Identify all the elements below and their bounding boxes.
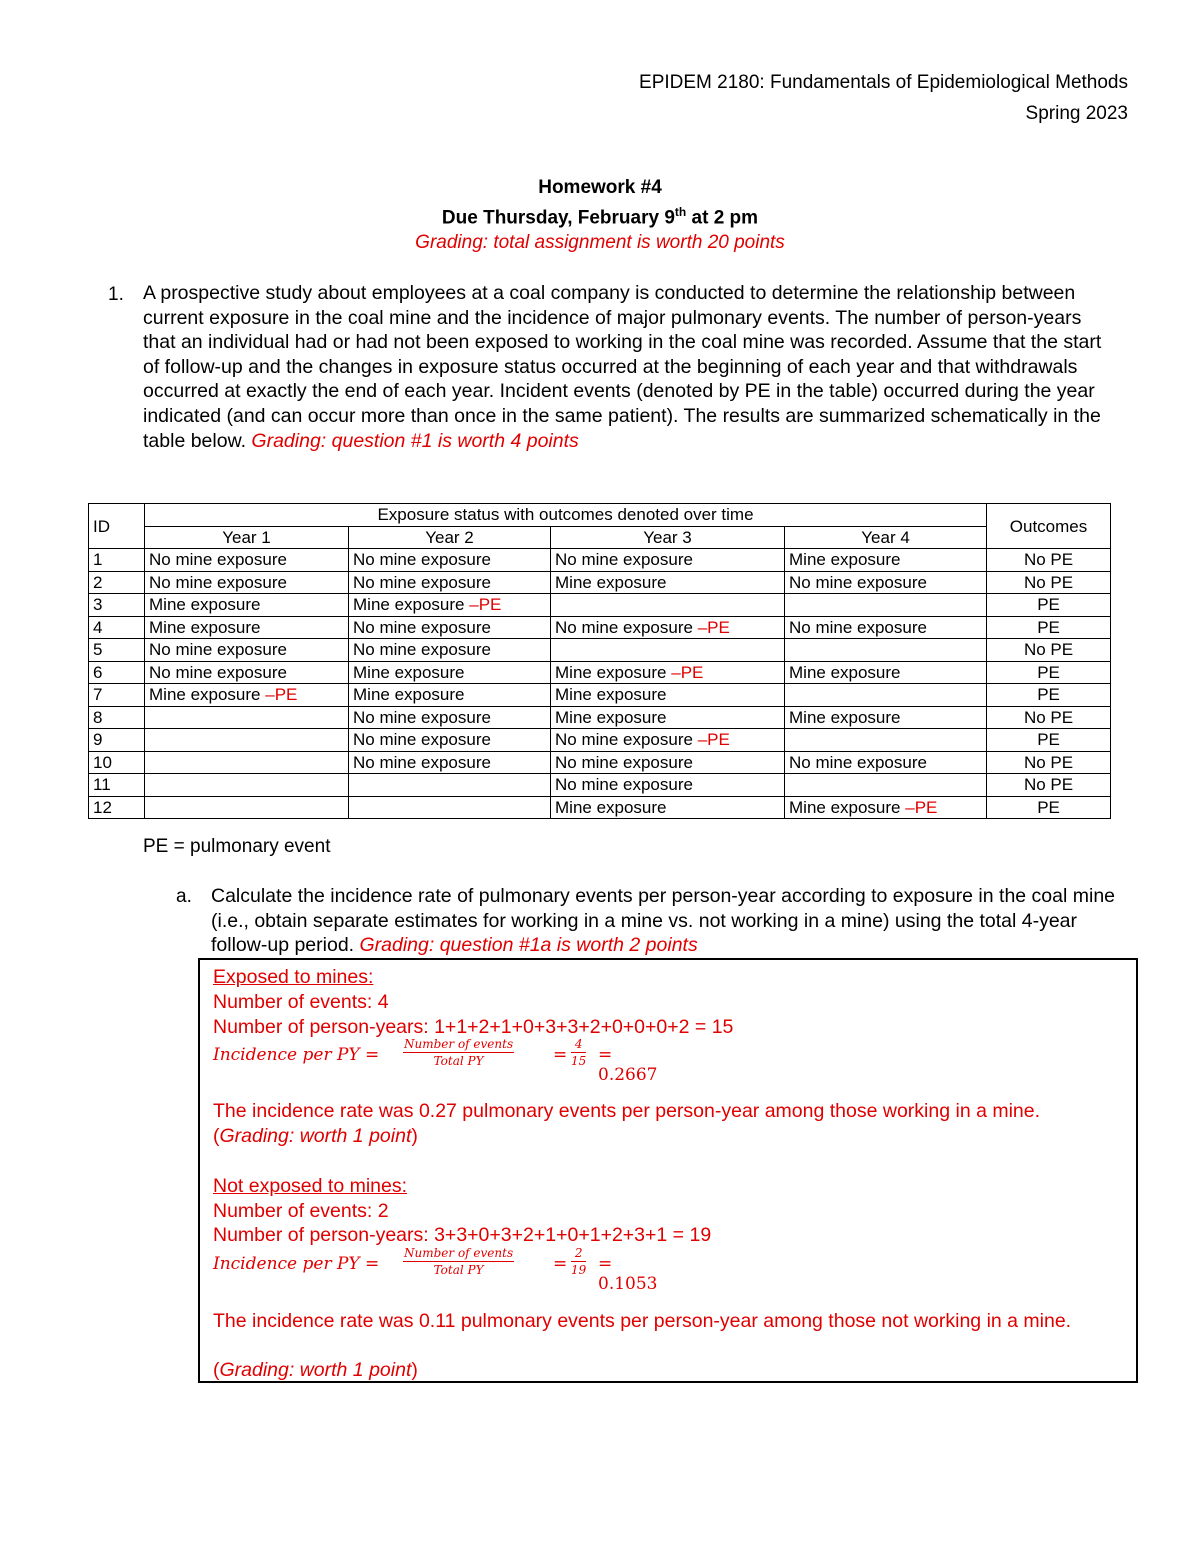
unexposed-eq-den2: 19	[571, 1263, 587, 1277]
exposure-text: No mine exposure	[789, 572, 927, 592]
exposure-cell	[349, 549, 551, 572]
exposed-grading: (Grading: worth 1 point)	[213, 1125, 418, 1147]
exposure-cell	[145, 796, 349, 819]
group-header: Exposure status with outcomes denoted over time	[145, 504, 987, 527]
exposure-table	[88, 503, 1111, 819]
table-row	[89, 684, 1111, 707]
answer-box	[198, 958, 1138, 1383]
due-suffix: at 2 pm	[686, 207, 759, 229]
exposed-person-years: Number of person-years: 1+1+2+1+0+3+3+2+0+0+0+2 = 15	[213, 1016, 734, 1038]
exposure-cell	[785, 774, 987, 797]
exposure-text: Mine exposure	[149, 685, 266, 705]
pe-marker: –PE	[671, 662, 704, 682]
exposed-eq-num2: 4	[571, 1037, 586, 1053]
exposure-text: No mine exposure	[555, 752, 693, 772]
pe-legend: PE = pulmonary event	[143, 836, 331, 857]
exposure-cell	[349, 774, 551, 797]
outcome-cell: PE	[987, 796, 1111, 819]
row-id: 8	[89, 706, 145, 729]
exposure-cell	[551, 729, 785, 752]
part-a-grading: Grading: question #1a is worth 2 points	[359, 934, 698, 956]
part-a-letter: a.	[176, 886, 192, 907]
exposure-cell	[785, 729, 987, 752]
exposure-cell	[145, 774, 349, 797]
exposure-cell	[145, 729, 349, 752]
exposure-text: Mine exposure	[555, 662, 672, 682]
row-id: 6	[89, 661, 145, 684]
exposure-text: No mine exposure	[353, 550, 491, 570]
unexposed-eq-result: = 0.1053	[598, 1254, 658, 1294]
table-row	[89, 796, 1111, 819]
exposure-text: No mine exposure	[149, 572, 287, 592]
exposure-text: Mine exposure	[353, 595, 470, 615]
outcome-cell: No PE	[987, 571, 1111, 594]
exposed-eq-den2: 15	[571, 1054, 587, 1068]
row-id: 3	[89, 594, 145, 617]
outcome-cell: No PE	[987, 639, 1111, 662]
due-prefix: Due Thursday, February 9	[441, 207, 675, 229]
exposure-cell	[145, 594, 349, 617]
exposure-cell	[349, 594, 551, 617]
question-grading: Grading: question #1 is worth 4 points	[251, 429, 579, 452]
outcome-cell: No PE	[987, 751, 1111, 774]
row-id: 10	[89, 751, 145, 774]
exposure-text: Mine exposure	[555, 685, 667, 705]
exposure-text: Mine exposure	[789, 797, 906, 817]
unexposed-eq-fraction	[403, 1246, 514, 1278]
table-row	[89, 616, 1111, 639]
row-id: 11	[89, 774, 145, 797]
unexposed-eq-num: Number of events	[404, 1246, 514, 1260]
row-id: 1	[89, 549, 145, 572]
pe-marker: –PE	[905, 797, 938, 817]
exposure-cell	[551, 751, 785, 774]
pe-marker: –PE	[697, 617, 730, 637]
row-id: 7	[89, 684, 145, 707]
question-body: A prospective study about employees at a coal company is conducted to determine the relationship between current exposure in the coal mine and the incidence of major pulmonary events. The number of person-years that an individual had or had not been exposed to working in the coal mine was recorded. Assume that the start of follow-up and the changes in exposure status occurred at the beginning of each year and that withdrawals occurred at exactly the end of each year. Incident events (denoted by PE in the table) occurred during the year indicated (and can occur more than once in the same patient). The results are summarized schematically in the table below.	[143, 282, 1102, 452]
part-a-body: Calculate the incidence rate of pulmonary events per person-year according to exposure in the coal mine (i.e., obtain separate estimates for working in a mine vs. not working in a mine) using the total 4-year follow-up period.	[211, 885, 1116, 956]
unexposed-eq-num2: 2	[571, 1246, 586, 1262]
exposure-text: Mine exposure	[149, 595, 261, 615]
exposure-text: No mine exposure	[555, 617, 698, 637]
course-title: EPIDEM 2180: Fundamentals of Epidemiological Methods	[639, 72, 1128, 93]
table-row	[89, 549, 1111, 572]
outcome-cell: PE	[987, 729, 1111, 752]
exposure-cell	[551, 549, 785, 572]
exposure-cell	[551, 706, 785, 729]
outcomes-header: Outcomes	[987, 504, 1111, 549]
exposed-eq-num: Number of events	[404, 1037, 514, 1051]
pe-marker: –PE	[469, 595, 502, 615]
year-header-1: Year 1	[145, 526, 349, 549]
exposure-cell	[551, 639, 785, 662]
outcome-cell: PE	[987, 661, 1111, 684]
exposed-grading-text: Grading: worth 1 point	[219, 1125, 412, 1147]
unexposed-heading: Not exposed to mines:	[213, 1175, 408, 1197]
exposure-cell	[785, 706, 987, 729]
exposure-cell	[785, 549, 987, 572]
outcome-cell: PE	[987, 616, 1111, 639]
unexposed-eq-equals: =	[553, 1254, 568, 1274]
table-row	[89, 774, 1111, 797]
exposure-text: Mine exposure	[789, 550, 901, 570]
exposed-eq-fraction	[403, 1037, 514, 1069]
exposed-eq-lhs: Incidence per PY =	[213, 1045, 380, 1065]
exposure-cell	[349, 571, 551, 594]
id-header: ID	[89, 504, 145, 549]
exposure-text: Mine exposure	[555, 572, 667, 592]
row-id: 4	[89, 616, 145, 639]
row-id: 9	[89, 729, 145, 752]
exposure-cell	[551, 616, 785, 639]
total-grading: Grading: total assignment is worth 20 points	[415, 232, 785, 253]
exposure-cell	[349, 751, 551, 774]
exposure-text: No mine exposure	[555, 775, 693, 795]
year-header-3: Year 3	[551, 526, 785, 549]
due-date	[0, 205, 1200, 229]
due-superscript: th	[674, 205, 687, 219]
exposure-cell	[145, 549, 349, 572]
exposed-eq-den: Total PY	[433, 1054, 484, 1068]
exposed-eq-fraction2	[571, 1037, 586, 1069]
exposure-cell	[785, 661, 987, 684]
term: Spring 2023	[1025, 103, 1128, 124]
unexposed-grading-text: Grading: worth 1 point	[219, 1359, 412, 1381]
exposure-text: No mine exposure	[353, 707, 491, 727]
unexposed-eq-lhs: Incidence per PY =	[213, 1254, 380, 1274]
exposure-cell	[551, 594, 785, 617]
exposure-cell	[785, 571, 987, 594]
row-id: 5	[89, 639, 145, 662]
exposure-text: No mine exposure	[353, 572, 491, 592]
exposure-cell	[551, 684, 785, 707]
unexposed-grading: (Grading: worth 1 point)	[213, 1359, 418, 1381]
row-id: 2	[89, 571, 145, 594]
homework-title: Homework #4	[538, 177, 662, 198]
exposure-text: Mine exposure	[789, 707, 901, 727]
exposure-cell	[145, 684, 349, 707]
exposure-cell	[145, 616, 349, 639]
pe-marker: –PE	[697, 730, 730, 750]
exposure-text: Mine exposure	[555, 797, 667, 817]
table-row	[89, 594, 1111, 617]
exposure-cell	[145, 706, 349, 729]
exposure-text: No mine exposure	[555, 730, 698, 750]
unexposed-conclusion: The incidence rate was 0.11 pulmonary events per person-year among those not working in a mine.	[213, 1310, 1072, 1332]
exposure-cell	[145, 751, 349, 774]
exposure-text: Mine exposure	[789, 662, 901, 682]
question-text	[143, 281, 1113, 453]
exposure-cell	[145, 639, 349, 662]
exposure-cell	[145, 661, 349, 684]
exposure-cell	[349, 706, 551, 729]
exposed-eq-equals: =	[553, 1045, 568, 1065]
exposure-cell	[785, 616, 987, 639]
year-header-4: Year 4	[785, 526, 987, 549]
exposure-cell	[551, 796, 785, 819]
row-id: 12	[89, 796, 145, 819]
table-row	[89, 751, 1111, 774]
exposure-cell	[349, 661, 551, 684]
year-header-2: Year 2	[349, 526, 551, 549]
exposure-text: No mine exposure	[353, 617, 491, 637]
exposure-cell	[785, 751, 987, 774]
exposure-text: No mine exposure	[353, 640, 491, 660]
outcome-cell: No PE	[987, 706, 1111, 729]
exposure-cell	[785, 684, 987, 707]
outcome-cell: No PE	[987, 549, 1111, 572]
exposure-text: Mine exposure	[353, 685, 465, 705]
exposure-cell	[785, 639, 987, 662]
exposure-cell	[349, 729, 551, 752]
exposure-text: No mine exposure	[149, 662, 287, 682]
exposed-heading: Exposed to mines:	[213, 966, 374, 988]
unexposed-eq-fraction2	[571, 1246, 586, 1278]
outcome-cell: PE	[987, 684, 1111, 707]
exposure-text: No mine exposure	[149, 550, 287, 570]
exposure-text: Mine exposure	[149, 617, 261, 637]
outcome-cell: No PE	[987, 774, 1111, 797]
question-number: 1.	[108, 284, 124, 305]
exposure-cell	[785, 594, 987, 617]
exposure-text: No mine exposure	[789, 752, 927, 772]
exposure-text: No mine exposure	[353, 730, 491, 750]
exposed-conclusion: The incidence rate was 0.27 pulmonary events per person-year among those working in a mine.	[213, 1100, 1041, 1122]
exposure-text: No mine exposure	[149, 640, 287, 660]
outcome-cell: PE	[987, 594, 1111, 617]
table-row	[89, 571, 1111, 594]
unexposed-eq-den: Total PY	[433, 1263, 484, 1277]
exposure-cell	[349, 616, 551, 639]
exposure-cell	[551, 661, 785, 684]
table-row	[89, 706, 1111, 729]
part-a-text	[211, 884, 1131, 958]
exposure-cell	[349, 684, 551, 707]
exposure-text: No mine exposure	[789, 617, 927, 637]
exposure-cell	[349, 639, 551, 662]
exposure-cell	[785, 796, 987, 819]
exposure-cell	[349, 796, 551, 819]
exposure-cell	[551, 774, 785, 797]
exposure-text: No mine exposure	[353, 752, 491, 772]
exposure-text: Mine exposure	[555, 707, 667, 727]
table-row	[89, 661, 1111, 684]
exposure-cell	[145, 571, 349, 594]
exposure-text: No mine exposure	[555, 550, 693, 570]
table-row	[89, 639, 1111, 662]
table-row	[89, 729, 1111, 752]
exposed-eq-result: = 0.2667	[598, 1045, 658, 1085]
exposure-text: Mine exposure	[353, 662, 465, 682]
exposed-events: Number of events: 4	[213, 991, 389, 1013]
pe-marker: –PE	[265, 685, 298, 705]
unexposed-events: Number of events: 2	[213, 1200, 389, 1222]
unexposed-person-years: Number of person-years: 3+3+0+3+2+1+0+1+2+3+1 = 19	[213, 1224, 712, 1246]
exposure-cell	[551, 571, 785, 594]
